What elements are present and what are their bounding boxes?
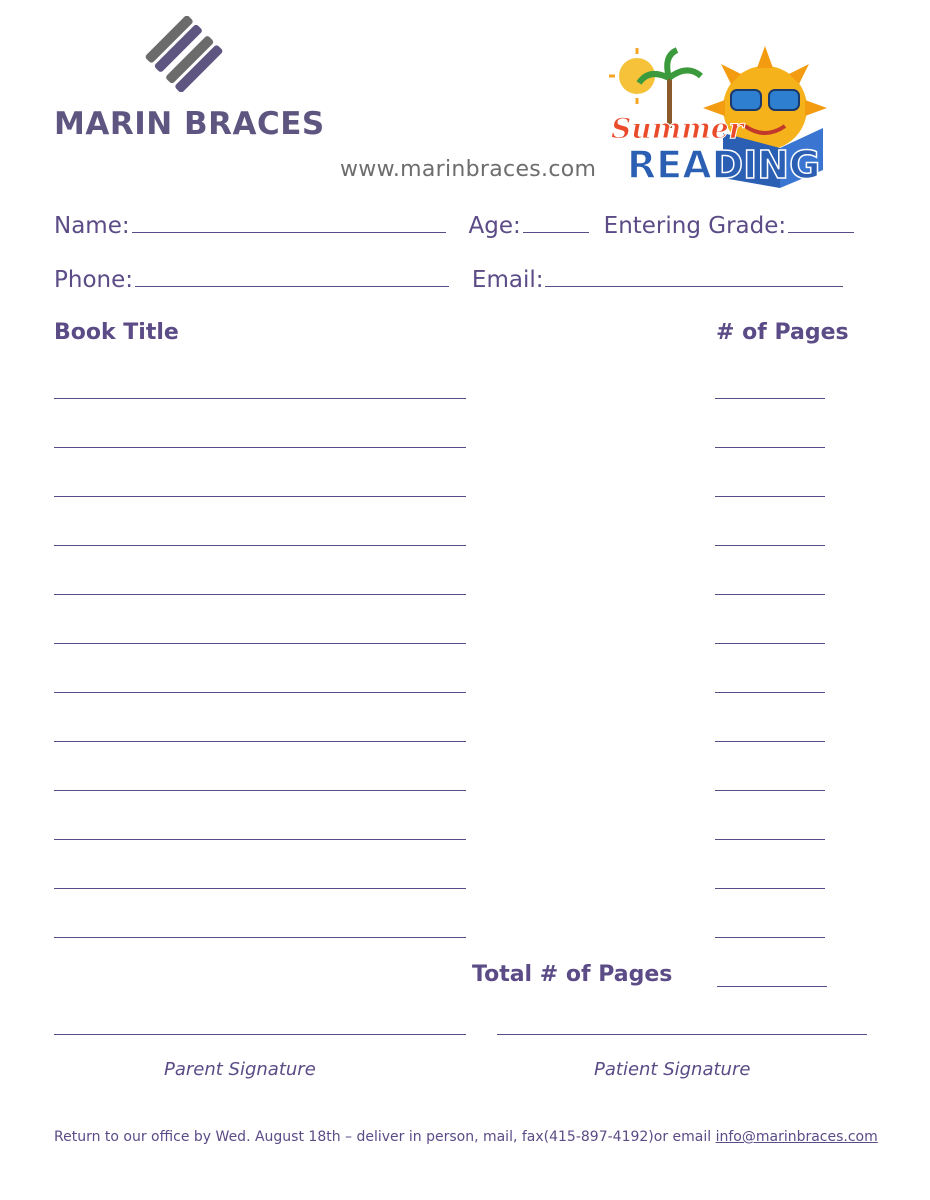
parent-signature-label: Parent Signature — [164, 1059, 316, 1080]
book-title-field[interactable] — [54, 496, 466, 497]
name-field[interactable] — [132, 212, 446, 233]
footer-instructions — [54, 1129, 878, 1145]
parent-signature-line[interactable] — [54, 1034, 466, 1035]
badge-summer-text: Summer — [611, 112, 744, 145]
book-title-field[interactable] — [54, 790, 466, 791]
page-count-field[interactable] — [715, 643, 825, 644]
page-count-field[interactable] — [715, 545, 825, 546]
patient-signature-line[interactable] — [497, 1034, 867, 1035]
page-count-field[interactable] — [715, 937, 825, 938]
page-count-field[interactable] — [715, 741, 825, 742]
age-field[interactable] — [523, 212, 589, 233]
page-count-field[interactable] — [715, 398, 825, 399]
page-count-field[interactable] — [715, 594, 825, 595]
name-age-grade-row — [54, 212, 854, 239]
page-count-field[interactable] — [715, 496, 825, 497]
footer-email-link[interactable]: info@marinbraces.com — [715, 1129, 878, 1145]
book-title-header: Book Title — [54, 320, 179, 345]
entering-grade-label: Entering Grade: — [603, 213, 787, 239]
summer-reading-sun-icon — [605, 38, 830, 193]
book-title-field[interactable] — [54, 741, 466, 742]
age-label: Age: — [468, 213, 521, 239]
email-field[interactable] — [545, 266, 843, 287]
email-label: Email: — [471, 267, 544, 293]
book-title-field[interactable] — [54, 839, 466, 840]
total-pages-label: Total # of Pages — [472, 962, 673, 987]
book-title-field[interactable] — [54, 643, 466, 644]
page-count-field[interactable] — [715, 790, 825, 791]
book-title-field[interactable] — [54, 447, 466, 448]
phone-field[interactable] — [135, 266, 449, 287]
total-pages-field[interactable] — [717, 986, 827, 987]
phone-email-row — [54, 266, 843, 293]
entering-grade-field[interactable] — [788, 212, 854, 233]
brand-name: MARIN BRACES — [54, 106, 325, 142]
summer-reading-badge — [605, 38, 830, 193]
page-count-field[interactable] — [715, 888, 825, 889]
footer-text: Return to our office by Wed. August 18th – deliver in person, mail, fax(415-897-4192)or email — [54, 1129, 716, 1145]
website-url: www.marinbraces.com — [340, 157, 597, 182]
patient-signature-label: Patient Signature — [594, 1059, 751, 1080]
book-title-field[interactable] — [54, 594, 466, 595]
pages-header: # of Pages — [716, 320, 849, 345]
book-title-field[interactable] — [54, 937, 466, 938]
page-count-field[interactable] — [715, 692, 825, 693]
book-title-field[interactable] — [54, 888, 466, 889]
phone-label: Phone: — [54, 267, 133, 293]
page-count-field[interactable] — [715, 839, 825, 840]
book-title-field[interactable] — [54, 692, 466, 693]
book-title-field[interactable] — [54, 398, 466, 399]
book-title-field[interactable] — [54, 545, 466, 546]
name-label: Name: — [54, 213, 130, 239]
page-count-field[interactable] — [715, 447, 825, 448]
badge-reading-text: READING — [627, 143, 821, 187]
marin-braces-logo-icon — [140, 16, 228, 92]
